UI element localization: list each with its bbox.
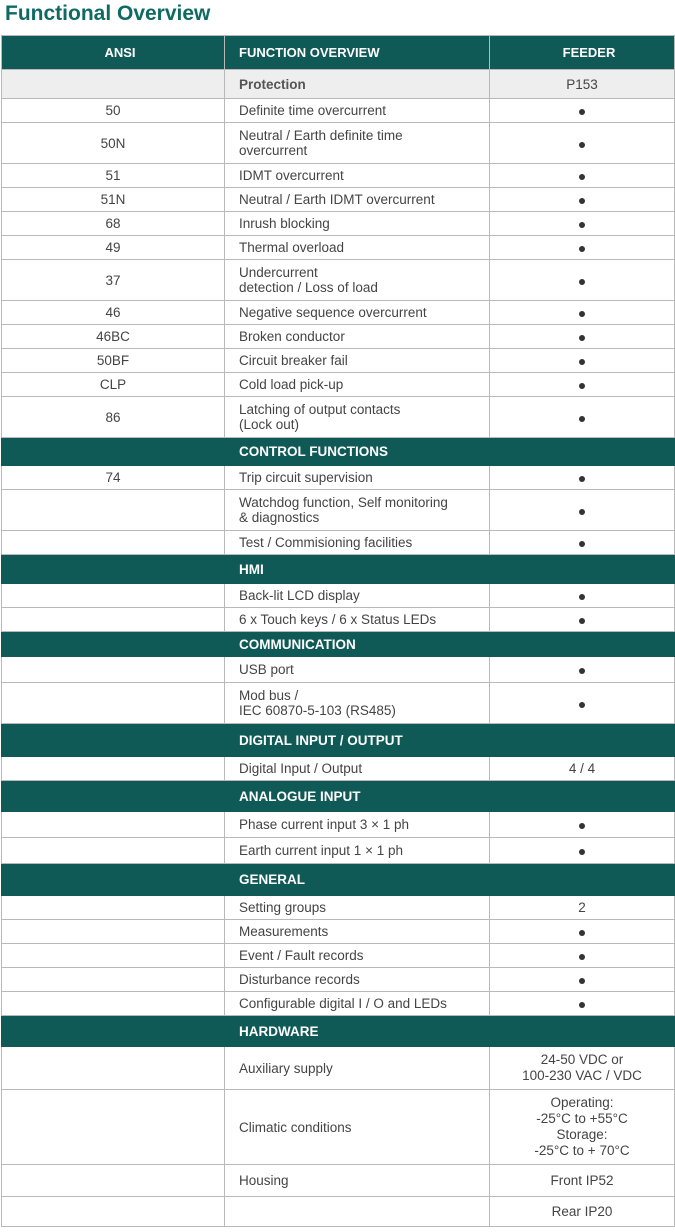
bullet-dot-icon: [579, 823, 585, 829]
feeder-cell: [490, 99, 675, 123]
function-cell: [225, 349, 490, 373]
feeder-cell: [490, 188, 675, 212]
section-header-row: [2, 632, 675, 657]
function-line: IDMT overcurrent: [239, 168, 344, 183]
feeder-cell: [490, 1197, 675, 1227]
section-title: COMMUNICATION: [225, 632, 675, 657]
table-row: [2, 838, 675, 864]
function-cell: [225, 260, 490, 301]
function-cell: [225, 531, 490, 555]
bullet-dot-icon: [579, 279, 585, 285]
table-row: [2, 968, 675, 992]
bullet-dot-icon: [579, 849, 585, 855]
feeder-cell: [490, 373, 675, 397]
feeder-cell: [490, 531, 675, 555]
header-ansi: ANSI: [2, 36, 225, 70]
ansi-cell: 74: [2, 466, 225, 490]
function-line: Phase current input 3 × 1 ph: [239, 817, 409, 832]
bullet-dot-icon: [579, 930, 585, 936]
function-line: Thermal overload: [239, 240, 345, 255]
feeder-cell: [490, 1165, 675, 1197]
table-row: [2, 466, 675, 490]
bullet-dot-icon: [579, 509, 585, 515]
feeder-value-line: 100-230 VAC / VDC: [522, 1068, 642, 1083]
feeder-cell: [490, 1047, 675, 1090]
table-row: [2, 397, 675, 438]
function-line: detection / Loss of load: [239, 280, 378, 295]
table-row: [2, 1165, 675, 1197]
bullet-dot-icon: [579, 311, 585, 317]
function-cell: [225, 1165, 490, 1197]
function-cell: [225, 812, 490, 838]
function-line: Neutral / Earth IDMT overcurrent: [239, 192, 435, 207]
function-line: & diagnostics: [239, 510, 320, 525]
ansi-cell: [2, 584, 225, 608]
section-empty-cell: [2, 438, 225, 466]
ansi-cell: [2, 1090, 225, 1165]
section-header-row: [2, 555, 675, 584]
table-row: [2, 584, 675, 608]
function-line: Climatic conditions: [239, 1119, 352, 1135]
feeder-cell: [490, 397, 675, 438]
bullet-dot-icon: [579, 668, 585, 674]
bullet-dot-icon: [579, 702, 585, 708]
table-row: [2, 1047, 675, 1090]
function-line: (Lock out): [239, 417, 300, 432]
function-line: Housing: [239, 1173, 289, 1188]
function-line: IEC 60870-5-103 (RS485): [239, 703, 396, 718]
table-row: [2, 236, 675, 260]
function-line: Neutral / Earth definite time: [239, 128, 403, 143]
feeder-value-line: 2: [578, 899, 586, 915]
ansi-cell: [2, 1047, 225, 1090]
feeder-cell: [490, 490, 675, 531]
bullet-dot-icon: [579, 335, 585, 341]
function-cell: [225, 212, 490, 236]
function-cell: [225, 920, 490, 944]
function-line: Negative sequence overcurrent: [239, 305, 427, 320]
function-cell: [225, 1047, 490, 1090]
ansi-cell: 68: [2, 212, 225, 236]
protection-subheader-row: [2, 70, 675, 99]
section-empty-cell: [2, 632, 225, 657]
table-row: [2, 1197, 675, 1227]
table-row: [2, 531, 675, 555]
function-cell: [225, 397, 490, 438]
table-row: [2, 896, 675, 920]
section-header-row: [2, 724, 675, 757]
bullet-dot-icon: [579, 1002, 585, 1008]
ansi-cell: [2, 1197, 225, 1227]
ansi-cell: [2, 1165, 225, 1197]
function-line: Measurements: [239, 924, 329, 939]
function-cell: [225, 896, 490, 920]
feeder-cell: [490, 584, 675, 608]
feeder-cell: [490, 1090, 675, 1165]
ansi-cell: 50: [2, 99, 225, 123]
ansi-cell: 49: [2, 236, 225, 260]
feeder-cell: [490, 608, 675, 632]
function-line: Circuit breaker fail: [239, 353, 348, 368]
feeder-value-line: 4 / 4: [568, 760, 596, 776]
ansi-cell: [2, 896, 225, 920]
bullet-dot-icon: [579, 198, 585, 204]
table-row: [2, 325, 675, 349]
bullet-dot-icon: [579, 174, 585, 180]
feeder-cell: [490, 968, 675, 992]
function-line: Disturbance records: [239, 972, 360, 987]
function-cell: [225, 99, 490, 123]
function-line: Event / Fault records: [239, 948, 364, 963]
feeder-cell: [490, 920, 675, 944]
feeder-cell: [490, 123, 675, 164]
table-row: [2, 99, 675, 123]
function-cell: [225, 301, 490, 325]
function-line: Inrush blocking: [239, 216, 330, 231]
function-cell: [225, 188, 490, 212]
section-title: HARDWARE: [225, 1016, 675, 1047]
function-line: Digital Input / Output: [239, 761, 363, 776]
bullet-dot-icon: [579, 594, 585, 600]
function-line: overcurrent: [239, 143, 308, 158]
table-row: [2, 349, 675, 373]
feeder-cell: [490, 325, 675, 349]
function-line: Watchdog function, Self monitoring: [239, 495, 448, 510]
ansi-cell: 46BC: [2, 325, 225, 349]
header-function-overview: FUNCTION OVERVIEW: [225, 36, 490, 70]
ansi-cell: [2, 992, 225, 1016]
ansi-cell: [2, 490, 225, 531]
table-row: [2, 490, 675, 531]
table-row: [2, 920, 675, 944]
table-row: [2, 123, 675, 164]
table-row: [2, 683, 675, 724]
function-cell: [225, 123, 490, 164]
feeder-value-line: -25°C to +55°C: [536, 1111, 628, 1126]
table-row: [2, 373, 675, 397]
section-header-row: [2, 438, 675, 466]
feeder-cell: [490, 164, 675, 188]
ansi-cell: [2, 531, 225, 555]
ansi-cell: [2, 757, 225, 781]
bullet-dot-icon: [579, 383, 585, 389]
feeder-value-line: Front IP52: [550, 1172, 614, 1188]
ansi-cell: [2, 683, 225, 724]
feeder-value-line: Operating:: [550, 1095, 614, 1110]
feeder-cell: [490, 657, 675, 683]
function-cell: [225, 236, 490, 260]
subheader-empty-cell: [2, 70, 225, 99]
function-cell: [225, 968, 490, 992]
table-row: [2, 608, 675, 632]
feeder-cell: [490, 896, 675, 920]
function-cell: [225, 584, 490, 608]
section-title: GENERAL: [225, 864, 675, 896]
table-row: [2, 188, 675, 212]
function-line: Auxiliary supply: [239, 1060, 333, 1076]
bullet-dot-icon: [579, 222, 585, 228]
section-title: ANALOGUE INPUT: [225, 781, 675, 812]
function-cell: [225, 608, 490, 632]
function-line: 6 x Touch keys / 6 x Status LEDs: [239, 612, 437, 627]
subheader-protection-label: Protection: [225, 70, 490, 99]
bullet-dot-icon: [579, 142, 585, 148]
feeder-cell: [490, 301, 675, 325]
feeder-cell: [490, 757, 675, 781]
function-line: Setting groups: [239, 900, 327, 915]
section-title: HMI: [225, 555, 675, 584]
feeder-value-line: -25°C to + 70°C: [534, 1143, 630, 1158]
function-cell: [225, 466, 490, 490]
table-row: [2, 944, 675, 968]
function-cell: [225, 490, 490, 531]
ansi-cell: 37: [2, 260, 225, 301]
table-row: [2, 757, 675, 781]
feeder-cell: [490, 236, 675, 260]
function-line: Back-lit LCD display: [239, 588, 360, 603]
function-cell: [225, 325, 490, 349]
ansi-cell: [2, 838, 225, 864]
table-row: [2, 164, 675, 188]
feeder-cell: [490, 212, 675, 236]
function-cell: [225, 944, 490, 968]
function-line: Latching of output contacts: [239, 402, 401, 417]
table-row: [2, 260, 675, 301]
bullet-dot-icon: [579, 359, 585, 365]
ansi-cell: [2, 812, 225, 838]
bullet-dot-icon: [579, 618, 585, 624]
section-empty-cell: [2, 724, 225, 757]
header-feeder: FEEDER: [490, 36, 675, 70]
ansi-cell: [2, 657, 225, 683]
feeder-value-line: Rear IP20: [551, 1203, 613, 1219]
ansi-cell: [2, 920, 225, 944]
ansi-cell: 46: [2, 301, 225, 325]
bullet-dot-icon: [579, 416, 585, 422]
section-title: DIGITAL INPUT / OUTPUT: [225, 724, 675, 757]
function-line: USB port: [239, 662, 294, 677]
function-cell: [225, 992, 490, 1016]
section-empty-cell: [2, 555, 225, 584]
function-line: Trip circuit supervision: [239, 470, 373, 485]
feeder-value-line: Storage:: [556, 1127, 608, 1142]
ansi-cell: [2, 968, 225, 992]
ansi-cell: CLP: [2, 373, 225, 397]
bullet-dot-icon: [579, 978, 585, 984]
function-cell: [225, 683, 490, 724]
ansi-cell: 86: [2, 397, 225, 438]
table-row: [2, 212, 675, 236]
function-line: Mod bus /: [239, 688, 299, 703]
ansi-cell: 50BF: [2, 349, 225, 373]
function-line: Definite time overcurrent: [239, 103, 387, 118]
section-empty-cell: [2, 781, 225, 812]
function-line: Cold load pick-up: [239, 377, 344, 392]
function-cell: [225, 657, 490, 683]
bullet-dot-icon: [579, 541, 585, 547]
functional-overview-table: [1, 35, 675, 1227]
feeder-cell: [490, 812, 675, 838]
table-row: [2, 1090, 675, 1165]
function-line: Broken conductor: [239, 329, 345, 344]
table-row: [2, 657, 675, 683]
function-line: Configurable digital I / O and LEDs: [239, 996, 447, 1011]
section-title: CONTROL FUNCTIONS: [225, 438, 675, 466]
section-header-row: [2, 864, 675, 896]
bullet-dot-icon: [579, 109, 585, 115]
function-cell: [225, 1090, 490, 1165]
function-line: Undercurrent: [239, 265, 318, 280]
page-title: Functional Overview: [5, 2, 211, 25]
ansi-cell: [2, 608, 225, 632]
feeder-value-line: 24-50 VDC or: [540, 1052, 624, 1067]
table-row: [2, 812, 675, 838]
feeder-cell: [490, 944, 675, 968]
feeder-cell: [490, 260, 675, 301]
feeder-cell: [490, 992, 675, 1016]
function-line: Test / Commisioning facilities: [239, 535, 413, 550]
section-header-row: [2, 1016, 675, 1047]
bullet-dot-icon: [579, 476, 585, 482]
feeder-cell: [490, 683, 675, 724]
feeder-cell: [490, 838, 675, 864]
section-empty-cell: [2, 1016, 225, 1047]
function-cell: [225, 373, 490, 397]
ansi-cell: 51N: [2, 188, 225, 212]
bullet-dot-icon: [579, 954, 585, 960]
section-empty-cell: [2, 864, 225, 896]
function-cell: [225, 1197, 490, 1227]
function-line: Earth current input 1 × 1 ph: [239, 843, 403, 858]
feeder-cell: [490, 466, 675, 490]
feeder-cell: [490, 349, 675, 373]
table-row: [2, 992, 675, 1016]
section-header-row: [2, 781, 675, 812]
function-cell: [225, 164, 490, 188]
table-header-row: [2, 36, 675, 70]
function-cell: [225, 838, 490, 864]
subheader-model: P153: [490, 70, 675, 99]
ansi-cell: 50N: [2, 123, 225, 164]
ansi-cell: 51: [2, 164, 225, 188]
table-row: [2, 301, 675, 325]
bullet-dot-icon: [579, 246, 585, 252]
ansi-cell: [2, 944, 225, 968]
function-cell: [225, 757, 490, 781]
